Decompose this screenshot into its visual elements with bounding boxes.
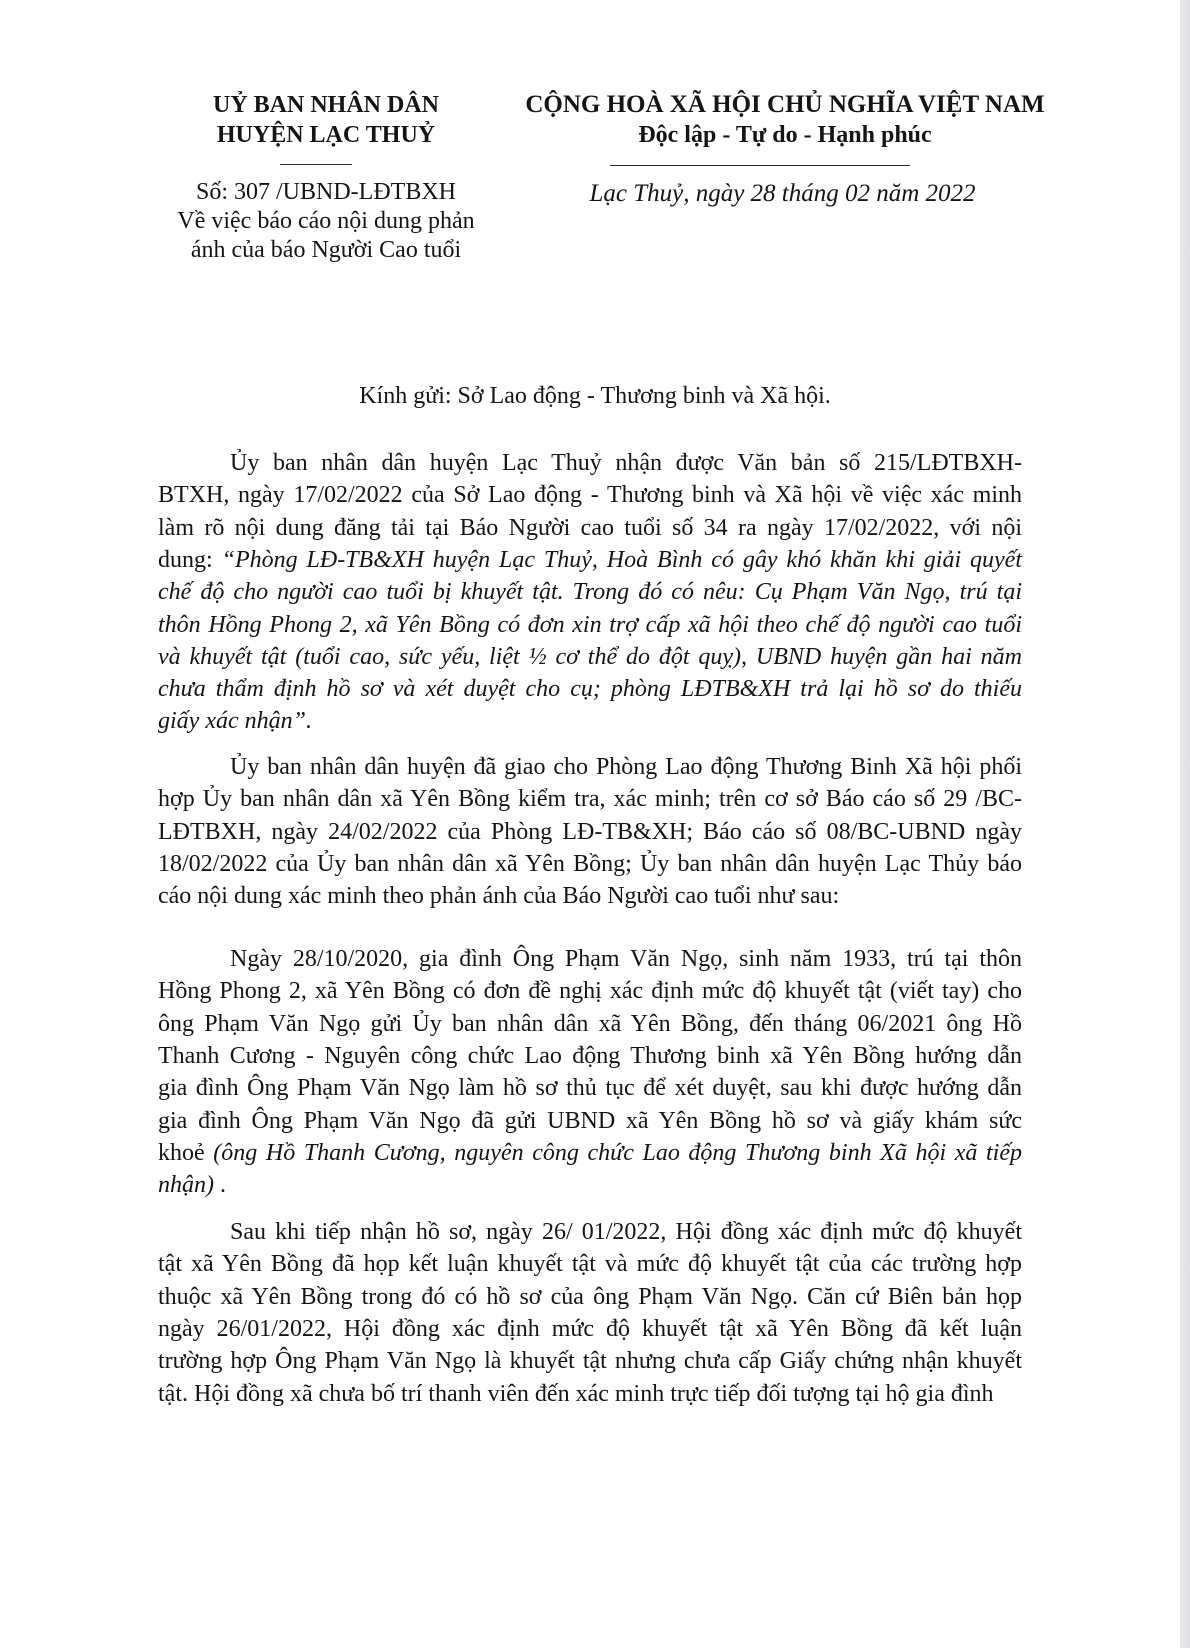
document-subject-line2: ánh của báo Người Cao tuổi — [190, 237, 462, 263]
text-line — [158, 1170, 1022, 1200]
text-line — [158, 1217, 1022, 1247]
text-line — [158, 1009, 1022, 1039]
text-run: gia đình Ông Phạm Văn Ngọ đã gửi UBND xã Yên Bồng hồ sơ và giấy khám sức — [158, 1107, 1022, 1134]
national-title — [470, 90, 1100, 150]
text-line — [158, 1249, 1022, 1279]
text-line — [158, 976, 1022, 1006]
text-run: tật. Hội đồng xã chưa bố trí thanh viên đến xác minh trực tiếp đối tượng tại hộ gia đình — [158, 1380, 994, 1407]
text-line — [158, 1379, 1022, 1409]
text-run: khoẻ — [158, 1139, 214, 1166]
text-line — [158, 1314, 1022, 1344]
text-run: LĐTBXH, ngày 24/02/2022 của Phòng LĐ-TB&XH; Báo cáo số 08/BC-UBND ngày — [158, 818, 1022, 845]
document-number: Số: 307 /UBND-LĐTBXH — [195, 179, 456, 205]
text-run: Hồng Phong 2, xã Yên Bồng có đơn đề nghị xác định mức độ khuyết tật (viết tay) cho — [158, 978, 1022, 1005]
text-line — [158, 513, 1022, 543]
text-run: Thanh Cương - Nguyên công chức Lao động Thương binh xã Yên Bồng hướng dẫn — [158, 1042, 1022, 1069]
text-line — [158, 1138, 1022, 1168]
national-title-line1: CỘNG HOÀ XÃ HỘI CHỦ NGHĨA VIỆT NAM — [525, 91, 1045, 118]
text-line — [158, 577, 1022, 607]
quoted-text: chế độ cho người cao tuổi bị khuyết tật. Trong đó có nêu: Cụ Phạm Văn Ngọ, trú tại — [158, 579, 1022, 606]
text-run: Sau khi tiếp nhận hồ sơ, ngày 26/ 01/2022, Hội đồng xác định mức độ khuyết — [230, 1219, 1022, 1245]
text-line — [158, 944, 1022, 974]
text-line — [158, 1106, 1022, 1136]
text-run: thuộc xã Yên Bồng trong đó có hồ sơ của ông Phạm Văn Ngọ. Căn cứ Biên bản họp — [158, 1283, 1022, 1310]
quoted-text: “Phòng LĐ-TB&XH huyện Lạc Thuỷ, Hoà Bình có gây khó khăn khi giải quyết — [221, 546, 1022, 573]
motto-underline — [610, 165, 910, 166]
authority-underline — [280, 164, 352, 165]
quoted-text: thôn Hồng Phong 2, xã Yên Bồng có đơn xin trợ cấp xã hội theo chế độ người cao tuổi — [158, 611, 1022, 638]
text-run: ông Phạm Văn Ngọ gửi Ủy ban nhân dân xã Yên Bồng, đến tháng 06/2021 ông Hồ — [158, 1010, 1022, 1037]
text-line — [158, 849, 1022, 879]
text-run: ngày 26/01/2022, Hội đồng xác định mức độ khuyết tật xã Yên Bồng đã kết luận — [158, 1315, 1022, 1342]
text-run: làm rõ nội dung đăng tải tại Báo Người cao tuổi số 34 ra ngày 17/02/2022, với nội — [158, 514, 1022, 541]
text-line — [158, 784, 1022, 814]
page-edge — [1180, 0, 1190, 1648]
quoted-text: chưa thẩm định hồ sơ và xét duyệt cho cụ; phòng LĐTB&XH trả lại hồ sơ do thiếu — [158, 676, 1022, 703]
text-run: Ủy ban nhân dân huyện Lạc Thuỷ nhận được Văn bản số 215/LĐTBXH- — [230, 450, 1022, 476]
issuing-authority-line1: UỶ BAN NHÂN DÂN — [213, 92, 439, 118]
text-run: BTXH, ngày 17/02/2022 của Sở Lao động - Thương binh và Xã hội về việc xác minh — [158, 482, 1022, 509]
text-line — [158, 752, 1022, 782]
document-number-block — [150, 178, 502, 265]
text-line — [158, 706, 1022, 736]
text-line — [158, 1073, 1022, 1103]
issuing-authority-line2: HUYỆN LẠC THUỶ — [216, 122, 436, 148]
quoted-text: (ông Hồ Thanh Cương, nguyên công chức Lao động Thương binh Xã hội xã tiếp — [213, 1139, 1022, 1166]
quoted-text: giấy xác nhận”. — [158, 708, 312, 735]
quoted-text: và khuyết tật (tuổi cao, sức yếu, liệt ½ cơ thể do đột quỵ), UBND huyện gần hai năm — [158, 643, 1022, 670]
text-line — [158, 674, 1022, 704]
text-run: 18/02/2022 của Ủy ban nhân dân xã Yên Bồng; Ủy ban nhân dân huyện Lạc Thủy báo — [158, 850, 1022, 877]
text-run: dung: — [158, 546, 222, 573]
document-subject-line1: Về việc báo cáo nội dung phản — [177, 208, 475, 234]
salutation: Kính gửi: Sở Lao động - Thương binh và Xã hội. — [359, 383, 831, 409]
text-line — [158, 1282, 1022, 1312]
text-line — [158, 545, 1022, 575]
text-line — [158, 610, 1022, 640]
text-line — [158, 642, 1022, 672]
text-run: trường hợp Ông Phạm Văn Ngọ là khuyết tật nhưng chưa cấp Giấy chứng nhận khuyết — [158, 1348, 1022, 1375]
text-run: hợp Ủy ban nhân dân xã Yên Bồng kiểm tra, xác minh; trên cơ sở Báo cáo số 29 /BC- — [158, 786, 1022, 813]
text-run: cáo nội dung xác minh theo phản ánh của Báo Người cao tuổi như sau: — [158, 883, 840, 910]
text-run: gia đình Ông Phạm Văn Ngọ làm hồ sơ thủ tục để xét duyệt, sau khi được hướng dẫn — [158, 1075, 1022, 1102]
national-motto: Độc lập - Tự do - Hạnh phúc — [638, 122, 932, 148]
text-run: tật xã Yên Bồng đã họp kết luận khuyết tật và mức độ khuyết tật của các trường hợp — [158, 1251, 1022, 1278]
text-line — [158, 1041, 1022, 1071]
text-line — [158, 881, 1022, 911]
text-run: . — [214, 1172, 226, 1199]
text-run: Ngày 28/10/2020, gia đình Ông Phạm Văn Ngọ, sinh năm 1933, trú tại thôn — [230, 946, 1022, 972]
text-line — [158, 480, 1022, 510]
text-line — [158, 817, 1022, 847]
text-run: Ủy ban nhân dân huyện đã giao cho Phòng Lao động Thương Binh Xã hội phối — [230, 754, 1022, 780]
place-date: Lạc Thuỷ, ngày 28 tháng 02 năm 2022 — [589, 180, 976, 207]
text-line — [158, 1346, 1022, 1376]
quoted-text: nhận) — [158, 1172, 214, 1199]
issuing-authority — [150, 90, 502, 150]
text-line — [158, 448, 1022, 478]
